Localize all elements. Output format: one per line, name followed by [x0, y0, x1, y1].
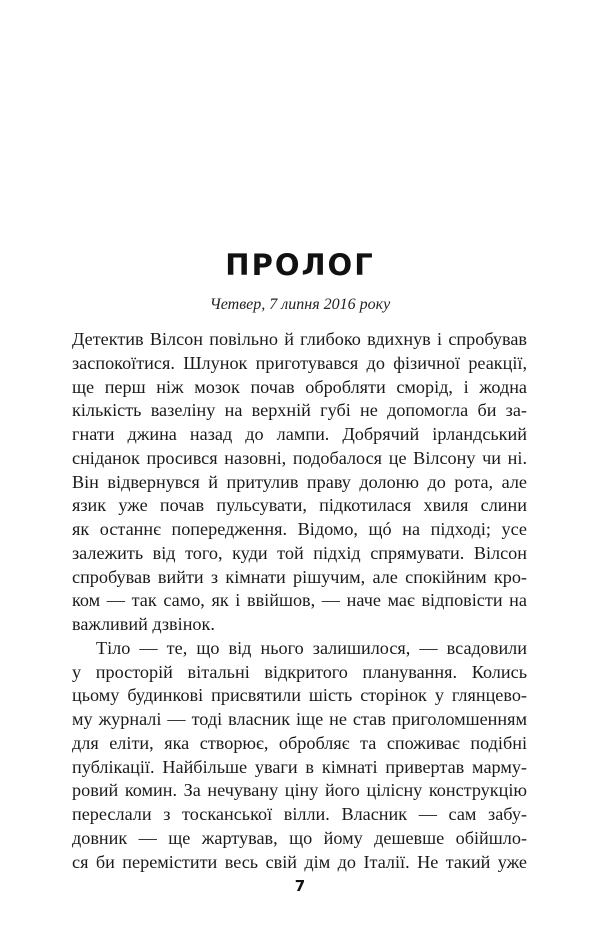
text-line: публікації. Найбільше уваги в кімнаті привертав марму-: [72, 756, 527, 777]
text-line: ще перш ніж мозок почав обробляти сморід, і жодна: [72, 376, 527, 397]
text-line: сніданок просився назовні, подобалося це Вілсону чи ні.: [72, 447, 527, 468]
chapter-date: Четвер, 7 липня 2016 року: [209, 296, 391, 313]
text-line: цьому будинкові присвятили шість сторінок у глянцево-: [72, 685, 527, 706]
text-line: му журналі — тоді власник іще не став приголомшенням: [72, 709, 527, 729]
text-line: ся би перемістити весь свій дім до Італії. Не такий уже: [72, 851, 527, 872]
text-line: як останнє попередження. Відомо, щó на підході; усе: [72, 519, 527, 539]
text-line: залежить від того, куди той підхід спрямувати. Вілсон: [72, 542, 527, 563]
text-line: язик уже почав пульсувати, підкотилася хвиля слини: [72, 495, 527, 516]
text-line: довник — ще жартував, що йому дешевше обійшло-: [72, 827, 527, 848]
chapter-title: ПРОЛОГ: [225, 248, 375, 282]
paragraph-1: [72, 328, 527, 637]
body-text: [72, 328, 527, 874]
text-line: Детектив Вілсон повільно й глибоко вдихнув і спробував: [72, 329, 527, 349]
text-line: у просторій вітальні відкритого планування. Колись: [72, 661, 527, 682]
text-line: ровий комин. За нечувану ціну його цілісну конструкцію: [72, 780, 527, 801]
text-line: для еліти, яка створює, обробляє та споживає подібні: [72, 732, 527, 753]
text-line: спробував вийти з кімнати рішучим, але спокійним кро-: [72, 566, 527, 587]
text-line: Тіло — те, що від нього залишилося, — всадовили: [96, 637, 527, 658]
text-line: гнати джина назад до лампи. Добрячий ірландський: [72, 424, 527, 444]
text-line: заспокоїтися. Шлунок приготувався до фізичної реакції,: [72, 352, 527, 373]
text-line: переслали з тосканської вілли. Власник — сам забу-: [72, 804, 527, 824]
paragraph-2: [72, 637, 527, 875]
text-line: Він відвернувся й притулив праву долоню до рота, але: [72, 471, 527, 492]
page-number: 7: [294, 877, 306, 895]
text-line: кількість вазеліну на верхній губі не допомогла би за-: [72, 400, 527, 421]
text-line: важливий дзвінок.: [72, 614, 215, 634]
text-line: ком — так само, як і ввійшов, — наче має відповісти на: [72, 590, 527, 611]
